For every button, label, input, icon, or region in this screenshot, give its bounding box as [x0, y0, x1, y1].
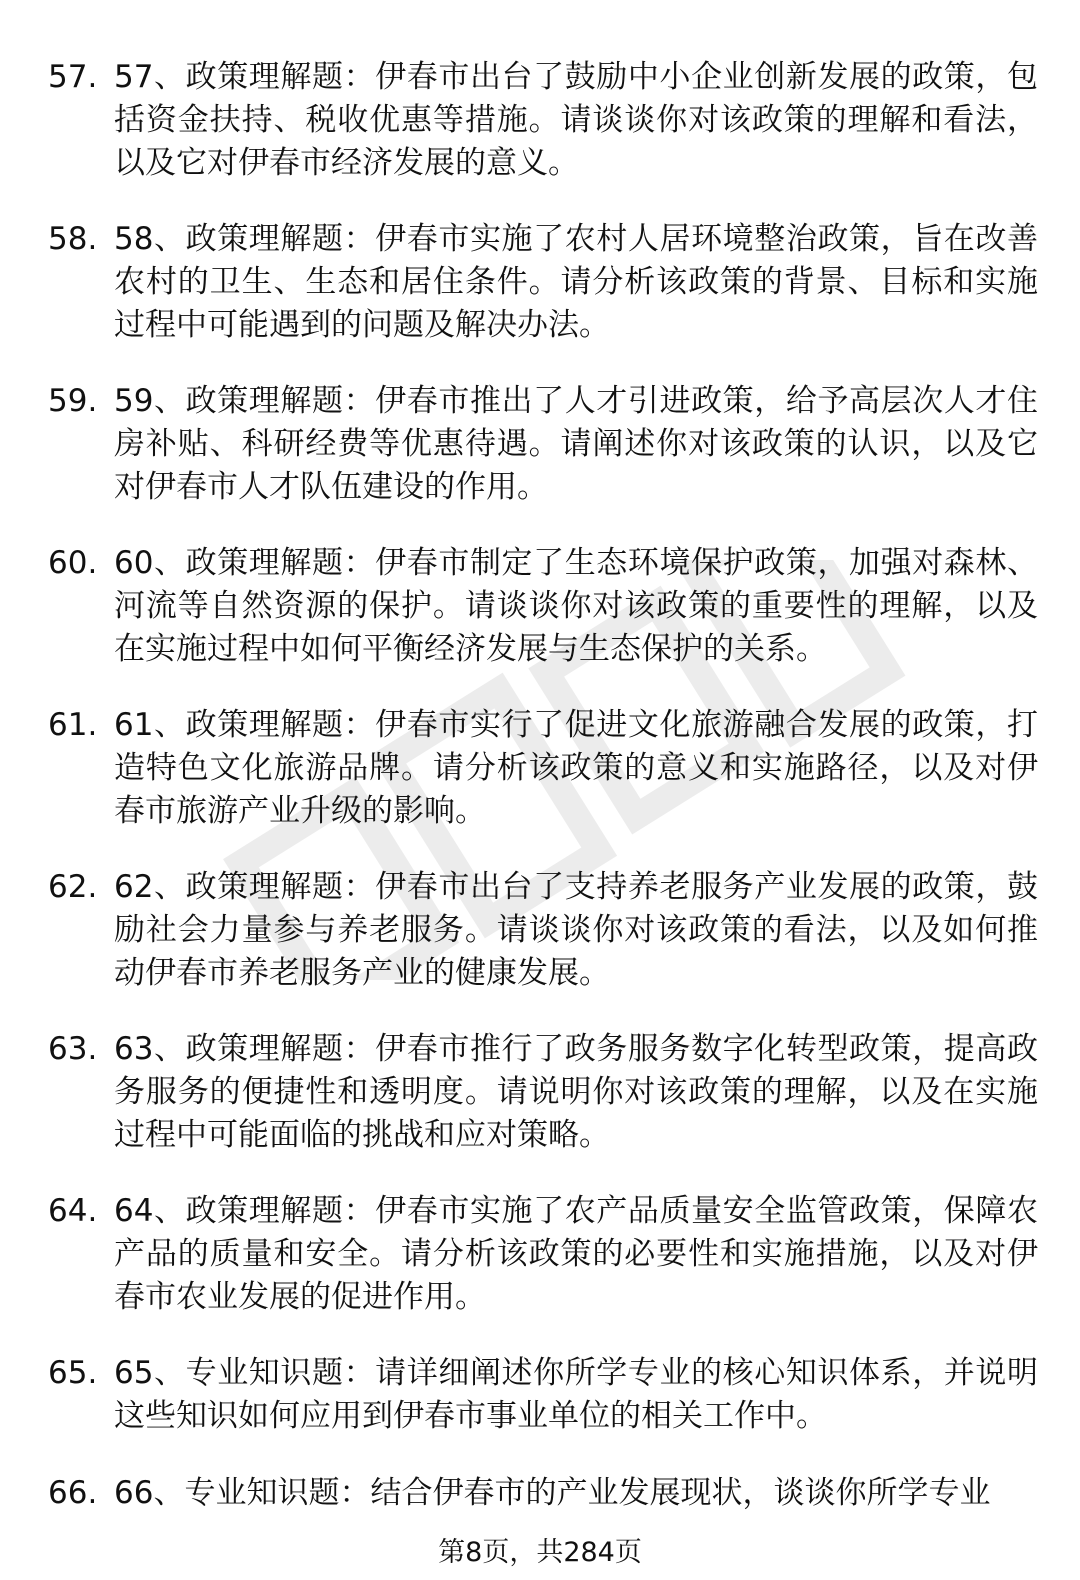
question-number: 59. [48, 383, 98, 419]
question-text: 57、政策理解题：伊春市出台了鼓励中小企业创新发展的政策，包括资金扶持、税收优惠等措施。请谈谈你对该政策的理解和看法，以及它对伊春市经济发展的意义。 [114, 59, 1038, 181]
question-text: 59、政策理解题：伊春市推出了人才引进政策，给予高层次人才住房补贴、科研经费等优惠待遇。请阐述你对该政策的认识，以及它对伊春市人才队伍建设的作用。 [114, 383, 1038, 505]
question-number: 65. [48, 1355, 98, 1391]
question-number: 58. [48, 221, 98, 257]
question-text: 65、专业知识题：请详细阐述你所学专业的核心知识体系，并说明这些知识如何应用到伊春市事业单位的相关工作中。 [114, 1355, 1038, 1434]
question-number: 63. [48, 1031, 98, 1067]
question-text: 62、政策理解题：伊春市出台了支持养老服务产业发展的政策，鼓励社会力量参与养老服务。请谈谈你对该政策的看法，以及如何推动伊春市养老服务产业的健康发展。 [114, 869, 1038, 991]
question-text: 58、政策理解题：伊春市实施了农村人居环境整治政策，旨在改善农村的卫生、生态和居住条件。请分析该政策的背景、目标和实施过程中可能遇到的问题及解决办法。 [114, 221, 1038, 343]
question-number: 61. [48, 707, 98, 743]
question-number: 66. [48, 1475, 98, 1511]
question-number: 60. [48, 545, 98, 581]
page-footer: 第8页，共284页 [438, 1537, 642, 1568]
question-number: 57. [48, 59, 98, 95]
question-text: 60、政策理解题：伊春市制定了生态环境保护政策，加强对森林、河流等自然资源的保护。请谈谈你对该政策的重要性的理解，以及在实施过程中如何平衡经济发展与生态保护的关系。 [114, 545, 1038, 667]
question-text: 66、专业知识题：结合伊春市的产业发展现状，谈谈你所学专业 [114, 1475, 991, 1511]
question-text: 61、政策理解题：伊春市实行了促进文化旅游融合发展的政策，打造特色文化旅游品牌。请分析该政策的意义和实施路径，以及对伊春市旅游产业升级的影响。 [114, 707, 1038, 829]
question-text: 64、政策理解题：伊春市实施了农产品质量安全监管政策，保障农产品的质量和安全。请分析该政策的必要性和实施措施，以及对伊春市农业发展的促进作用。 [114, 1193, 1038, 1315]
question-number: 64. [48, 1193, 98, 1229]
question-number: 62. [48, 869, 98, 905]
question-text: 63、政策理解题：伊春市推行了政务服务数字化转型政策，提高政务服务的便捷性和透明度。请说明你对该政策的理解，以及在实施过程中可能面临的挑战和应对策略。 [114, 1031, 1038, 1153]
